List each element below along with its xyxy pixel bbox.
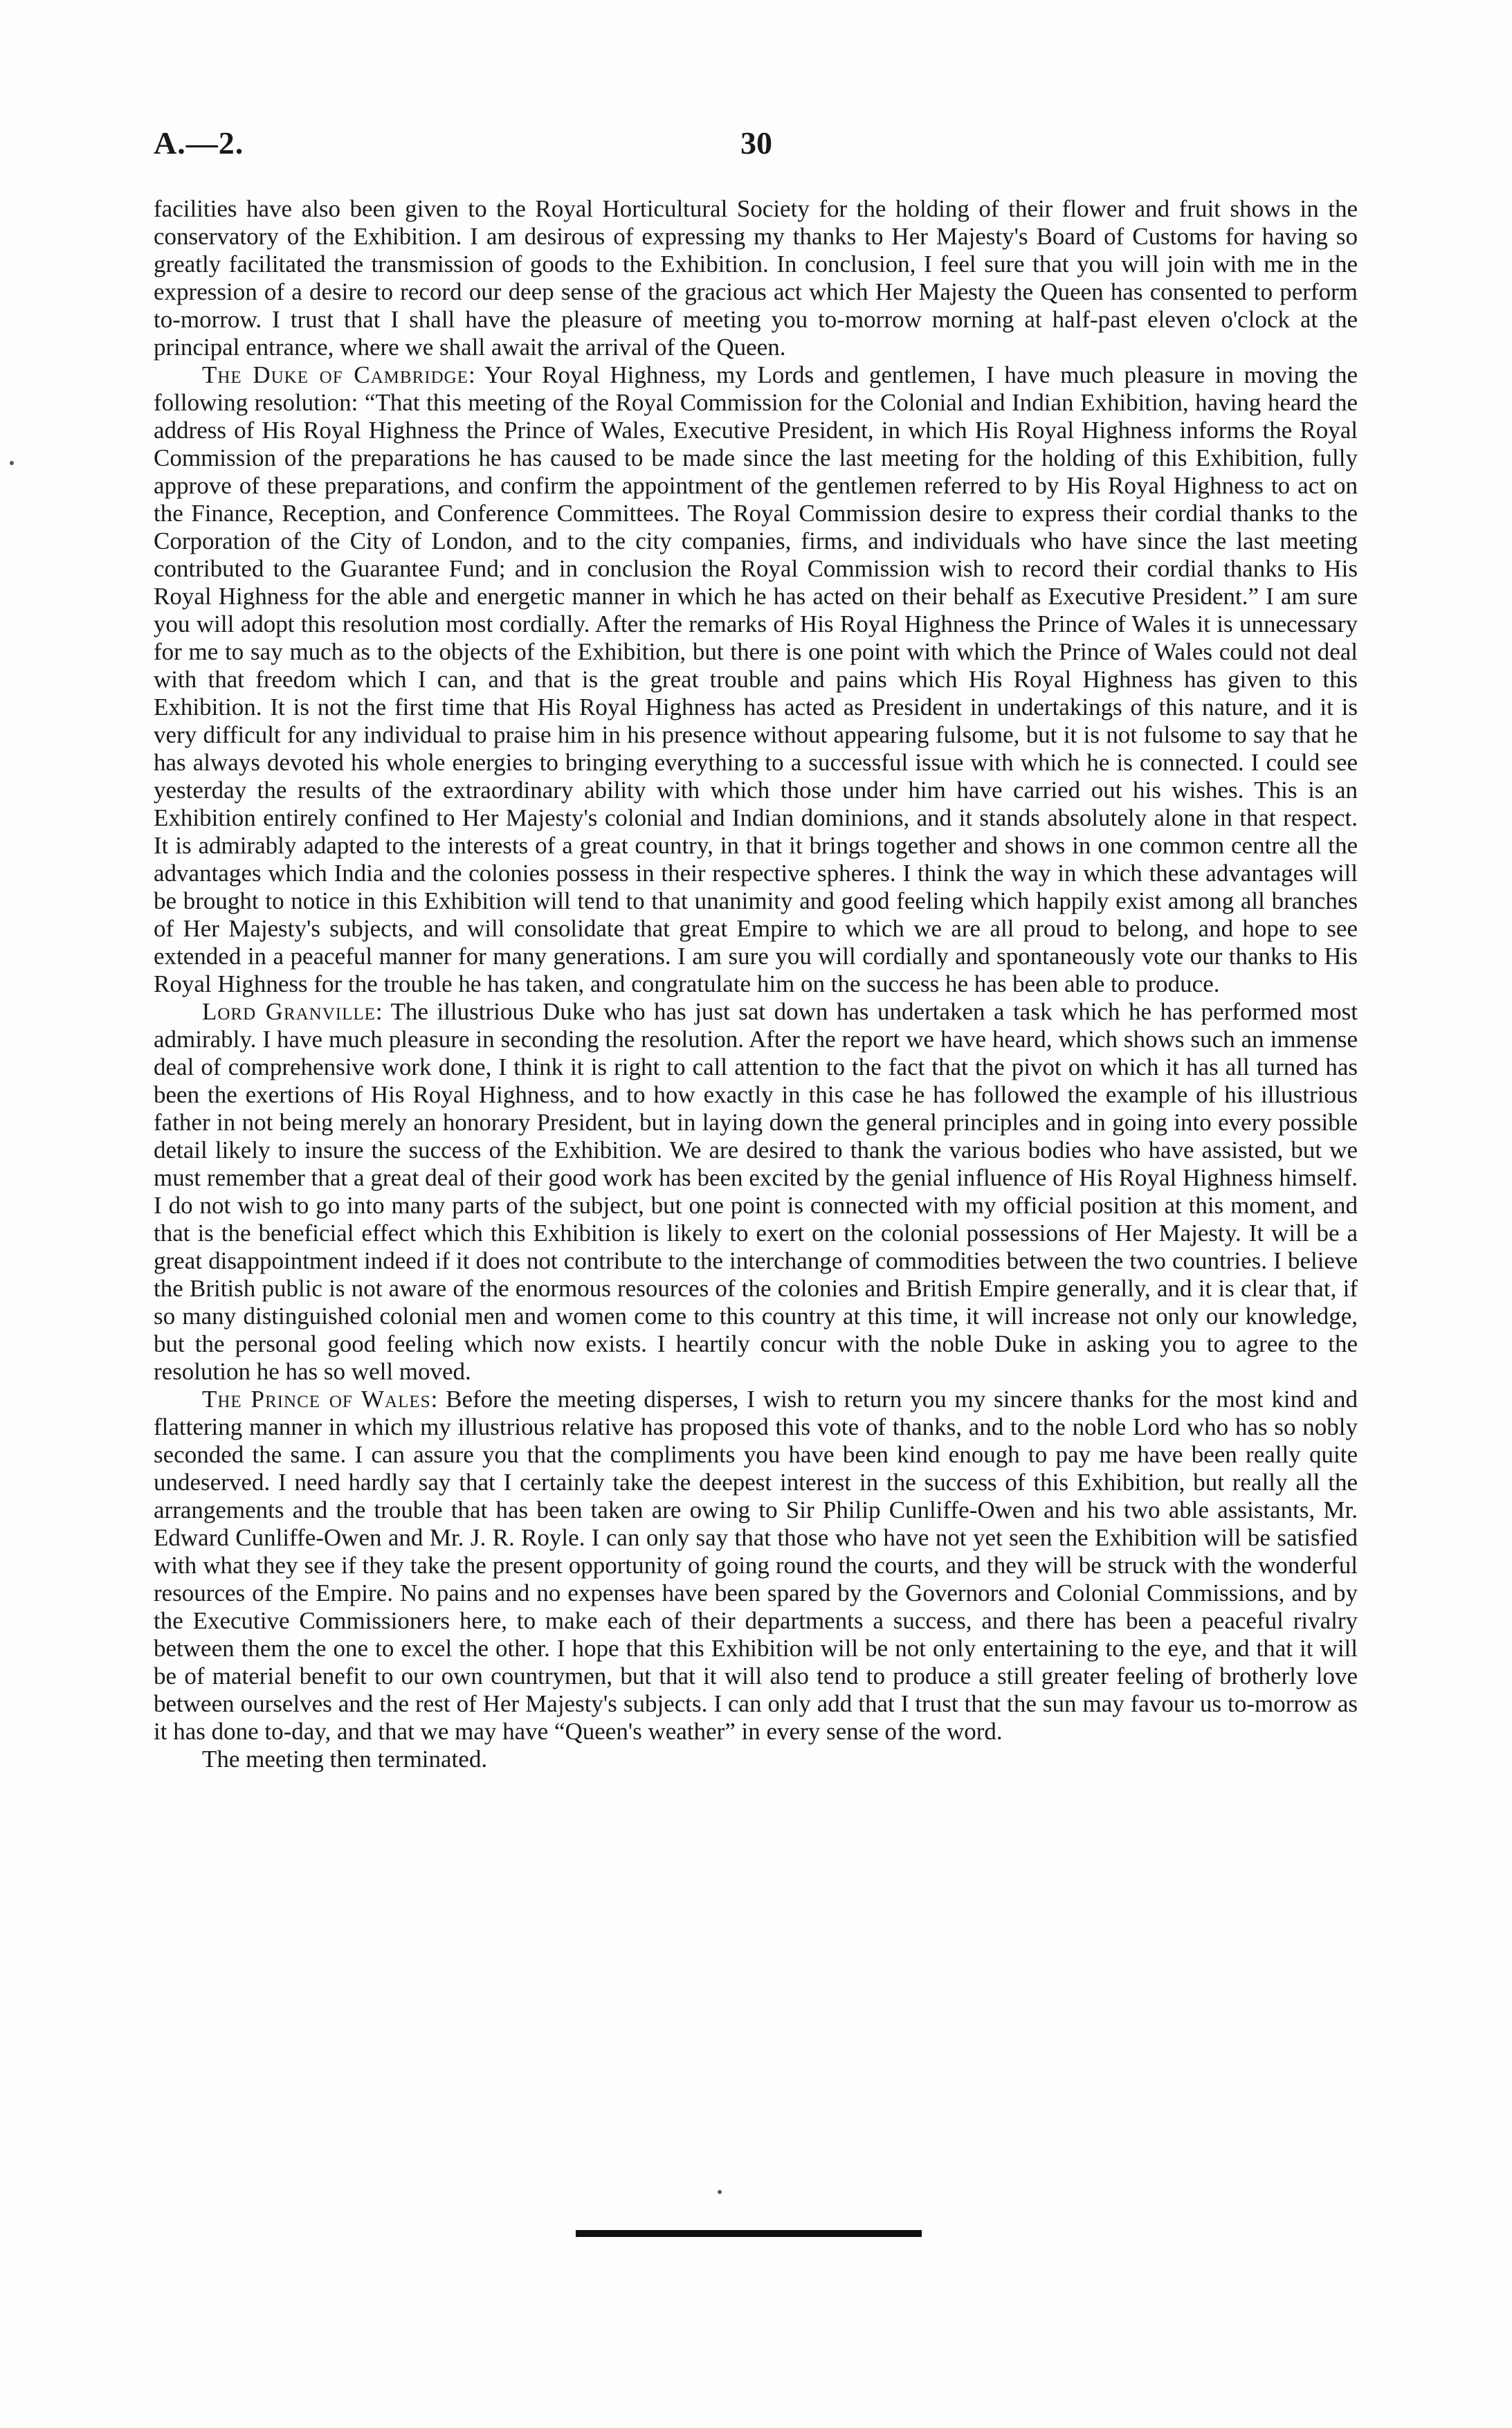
print-speck <box>10 461 14 465</box>
closing-rule <box>576 2230 922 2237</box>
speaker-name: The Prince of Wales <box>202 1386 431 1413</box>
paragraph-text: : The illustrious Duke who has just sat down has undertaken a task which he has performed most admirably. I have much pleasure in seconding the resolution. After the report we have heard, which shows such an immense deal of comprehensive work done, I think it is right to call attention to the fact that the pivot on which it has all turned has been the exertions of His Royal Highness, and to how exactly in this case he has followed the example of his illustrious father in not being merely an honorary President, but in laying down the general principles and in going into every possible detail likely to insure the success of the Exhibition. We are desired to thank the various bodies who have assisted, but we must remember that a great deal of their good work has been excited by the genial influence of His Royal Highness himself. I do not wish to go into many parts of the subject, but one point is connected with my official position at this moment, and that is the beneficial effect which this Exhibition is likely to exert on the colonial possessions of Her Majesty. It will be a great disappointment indeed if it does not contribute to the interchange of commodities between the two countries. I believe the British public is not aware of the enormous resources of the colonies and British Empire generally, and it is clear that, if so many distinguished colonial men and women come to this country at this time, it will increase not only our knowledge, but the personal good feeling which now exists. I heartily concur with the noble Duke in asking you to agree to the resolution he has so well moved. <box>154 998 1358 1385</box>
paragraph-text: facilities have also been given to the Royal Horticultural Society for the holding of their flower and fruit shows in the conservatory of the Exhibition. I am desirous of expressing my thanks to Her Majesty's Board of Customs for having so greatly facilitated the transmission of goods to the Exhibition. In conclusion, I feel sure that you will join with me in the expression of a desire to record our deep sense of the gracious act which Her Majesty the Queen has consented to perform to-morrow. I trust that I shall have the pleasure of meeting you to-morrow morning at half-past eleven o'clock at the principal entrance, where we shall await the arrival of the Queen. <box>154 195 1358 361</box>
speaker-name: The Duke of Cambridge <box>202 361 468 388</box>
paragraph-text: : Before the meeting disperses, I wish to return you my sincere thanks for the most kind and flattering manner in which my illustrious relative has proposed this vote of thanks, and to the noble Lord who has so nobly seconded the same. I can assure you that the compliments you have been kind enough to pay me have been really quite undeserved. I need hardly say that I certainly take the deepest interest in the success of this Exhibition, but really all the arrangements and the trouble that has been taken are owing to Sir Philip Cunliffe-Owen and his two able assistants, Mr. Edward Cunliffe-Owen and Mr. J. R. Royle. I can only say that those who have not yet seen the Exhibition will be satisfied with what they see if they take the present opportunity of going round the courts, and they will be struck with the wonderful resources of the Empire. No pains and no expenses have been spared by the Governors and Colonial Commissions, and by the Executive Commissioners here, to make each of their departments a success, and there has been a peaceful rivalry between them the one to excel the other. I hope that this Exhibition will be not only entertaining to the eye, and that it will be of material benefit to our own countrymen, but that it will also tend to produce a still greater feeling of brotherly love between ourselves and the rest of Her Majesty's subjects. I can only add that I trust that the sun may favour us to-morrow as it has done to-day, and that we may have “Queen's weather” in every sense of the word. <box>154 1386 1358 1745</box>
page-number: 30 <box>740 125 772 161</box>
paragraph-closing <box>154 1746 1358 1773</box>
body-text <box>154 195 1358 1773</box>
paragraph-lord-granville <box>154 998 1358 1386</box>
page-header <box>154 125 1358 166</box>
paragraph-prince-of-wales <box>154 1386 1358 1746</box>
paragraph-opening <box>154 195 1358 361</box>
paragraph-text: The meeting then terminated. <box>202 1746 488 1773</box>
paragraph-duke-of-cambridge <box>154 361 1358 998</box>
speaker-name: Lord Granville <box>202 998 376 1025</box>
document-reference: A.—2. <box>154 125 244 161</box>
paragraph-text: : Your Royal Highness, my Lords and gentlemen, I have much pleasure in moving the following resolution: “That this meeting of the Royal Commission for the Colonial and Indian Exhibition, having heard the address of His Royal Highness the Prince of Wales, Executive President, in which His Royal Highness informs the Royal Commission of the preparations he has caused to be made since the last meeting for the holding of this Exhibition, fully approve of these preparations, and confirm the appointment of the gentlemen referred to by His Royal Highness to act on the Finance, Reception, and Conference Committees. The Royal Commission desire to express their cordial thanks to the Corporation of the City of London, and to the city companies, firms, and individuals who have since the last meeting contributed to the Guarantee Fund; and in conclusion the Royal Commission wish to record their cordial thanks to His Royal Highness for the able and energetic manner in which he has acted on their behalf as Executive President.” I am sure you will adopt this resolution most cordially. After the remarks of His Royal Highness the Prince of Wales it is unnecessary for me to say much as to the objects of the Exhibition, but there is one point with which the Prince of Wales could not deal with that freedom which I can, and that is the great trouble and pains which His Royal Highness has given to this Exhibition. It is not the first time that His Royal Highness has acted as President in undertakings of this nature, and it is very difficult for any individual to praise him in his presence without appearing fulsome, but it is not fulsome to say that he has always devoted his whole energies to bringing everything to a successful issue with which he is connected. I could see yesterday the results of the extraordinary ability with which those under him have carried out his wishes. This is an Exhibition entirely confined to Her Majesty's colonial and Indian dominions, and it stands absolutely alone in that respect. It is admirably adapted to the interests of a great country, in that it brings together and shows in one common centre all the advantages which India and the colonies possess in their respective spheres. I think the way in which these advantages will be brought to notice in this Exhibition will tend to that unanimity and good feeling which happily exist among all branches of Her Majesty's subjects, and will consolidate that great Empire to which we are all proud to belong, and hope to see extended in a peaceful manner for many generations. I am sure you will cordially and spontaneously vote our thanks to His Royal Highness for the trouble he has taken, and congratulate him on the success he has been able to produce. <box>154 361 1358 997</box>
print-speck <box>718 2190 722 2194</box>
